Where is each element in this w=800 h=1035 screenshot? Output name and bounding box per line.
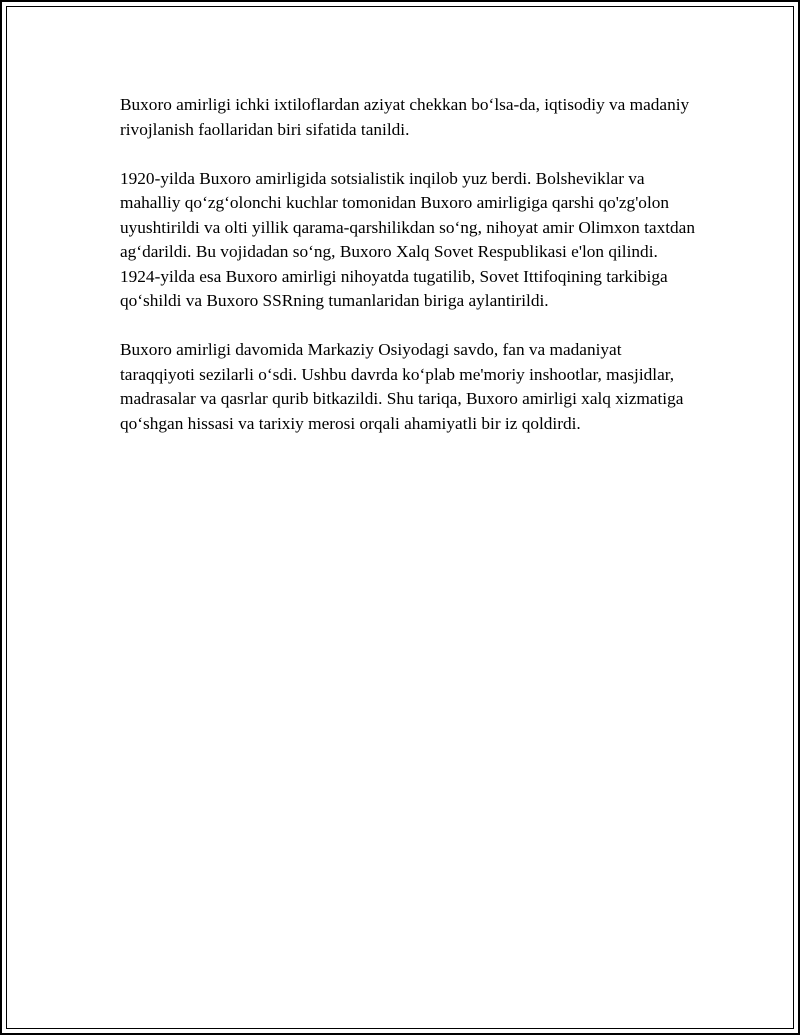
paragraph-3: Buxoro amirligi davomida Markaziy Osiyodagi savdo, fan va madaniyat taraqqiyoti sezilarli o‘sdi. Ushbu davrda ko‘plab me'moriy inshootlar, masjidlar, madrasalar va qasrlar qurib bitkazildi. Shu tariqa, Buxoro amirligi xalq xizmatiga qo‘shgan hissasi va tarixiy merosi orqali ahamiyatli bir iz qoldirdi. bbox=[120, 340, 684, 433]
document-body bbox=[120, 93, 700, 461]
paragraph-1: Buxoro amirligi ichki ixtiloflardan aziyat chekkan bo‘lsa-da, iqtisodiy va madaniy rivojlanish faollaridan biri sifatida tanildi. bbox=[120, 95, 690, 139]
paragraph-2: 1920-yilda Buxoro amirligida sotsialistik inqilob yuz berdi. Bolsheviklar va mahalliy qo‘zg‘olonchi kuchlar tomonidan Buxoro amirligiga qarshi qo'zg'olon uyushtirildi va olti yillik qarama-qarshilikdan so‘ng, nihoyat amir Olimxon taxtdan ag‘darildi. Bu vojidadan so‘ng, Buxoro Xalq Sovet Respublikasi e'lon qilindi. 1924-yilda esa Buxoro amirligi nihoyatda tugatilib, Sovet Ittifoqining tarkibiga qo‘shildi va Buxoro SSRning tumanlaridan biriga aylantirildi. bbox=[120, 168, 695, 310]
